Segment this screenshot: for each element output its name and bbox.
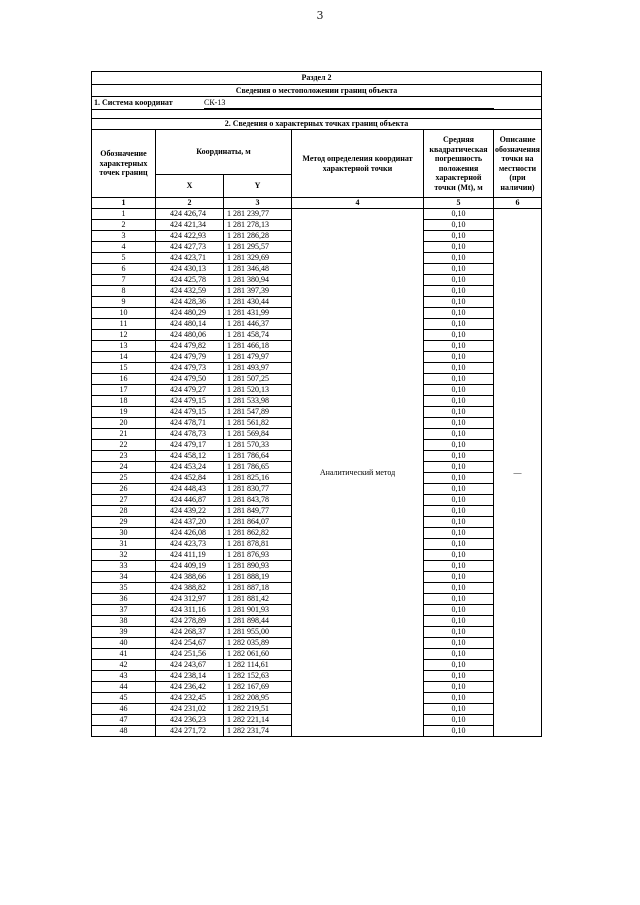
coord-y-value: 1 281 346,48 — [224, 264, 292, 275]
point-number: 19 — [92, 407, 156, 418]
accuracy-value: 0,10 — [424, 484, 494, 495]
accuracy-value: 0,10 — [424, 693, 494, 704]
coord-x-value: 424 411,19 — [156, 550, 224, 561]
coord-x-value: 424 238,14 — [156, 671, 224, 682]
coord-system-label: 1. Система координат — [94, 97, 173, 107]
point-number: 39 — [92, 627, 156, 638]
coord-x-value: 424 453,24 — [156, 462, 224, 473]
accuracy-value: 0,10 — [424, 231, 494, 242]
accuracy-value: 0,10 — [424, 407, 494, 418]
point-number: 30 — [92, 528, 156, 539]
accuracy-value: 0,10 — [424, 671, 494, 682]
accuracy-value: 0,10 — [424, 308, 494, 319]
col-number-1: 1 — [92, 198, 156, 209]
coord-y-value: 1 281 239,77 — [224, 209, 292, 220]
point-number: 23 — [92, 451, 156, 462]
accuracy-value: 0,10 — [424, 473, 494, 484]
coord-x-value: 424 439,22 — [156, 506, 224, 517]
coord-x-value: 424 231,02 — [156, 704, 224, 715]
coord-y-value: 1 281 887,18 — [224, 583, 292, 594]
coord-system-value: СК-13 — [204, 98, 494, 109]
accuracy-value: 0,10 — [424, 242, 494, 253]
col-method: Метод определения координат характерной точки — [292, 130, 424, 198]
coord-y-value: 1 282 114,61 — [224, 660, 292, 671]
col-number-2: 2 — [156, 198, 224, 209]
coord-x-value: 424 478,71 — [156, 418, 224, 429]
coord-y-value: 1 282 221,14 — [224, 715, 292, 726]
coord-y-value: 1 281 458,74 — [224, 330, 292, 341]
coord-x-value: 424 479,27 — [156, 385, 224, 396]
coord-x-value: 424 251,56 — [156, 649, 224, 660]
coord-y-value: 1 281 286,28 — [224, 231, 292, 242]
accuracy-value: 0,10 — [424, 429, 494, 440]
coord-y-value: 1 281 493,97 — [224, 363, 292, 374]
accuracy-value: 0,10 — [424, 704, 494, 715]
accuracy-value: 0,10 — [424, 374, 494, 385]
accuracy-value: 0,10 — [424, 583, 494, 594]
point-number: 32 — [92, 550, 156, 561]
col-x: X — [156, 175, 224, 198]
coord-x-value: 424 425,78 — [156, 275, 224, 286]
point-number: 10 — [92, 308, 156, 319]
coord-x-value: 424 422,93 — [156, 231, 224, 242]
coord-y-value: 1 281 329,69 — [224, 253, 292, 264]
accuracy-value: 0,10 — [424, 440, 494, 451]
accuracy-value: 0,10 — [424, 605, 494, 616]
coord-x-value: 424 479,73 — [156, 363, 224, 374]
col-number-3: 3 — [224, 198, 292, 209]
coord-x-value: 424 430,13 — [156, 264, 224, 275]
accuracy-value: 0,10 — [424, 660, 494, 671]
coord-y-value: 1 281 825,16 — [224, 473, 292, 484]
coord-x-value: 424 437,20 — [156, 517, 224, 528]
coord-x-value: 424 427,73 — [156, 242, 224, 253]
point-number: 37 — [92, 605, 156, 616]
point-number: 36 — [92, 594, 156, 605]
accuracy-value: 0,10 — [424, 275, 494, 286]
point-number: 6 — [92, 264, 156, 275]
col-coordinates: Координаты, м — [156, 130, 292, 175]
accuracy-value: 0,10 — [424, 616, 494, 627]
accuracy-value: 0,10 — [424, 264, 494, 275]
coord-x-value: 424 423,71 — [156, 253, 224, 264]
coord-y-value: 1 281 843,78 — [224, 495, 292, 506]
col-y: Y — [224, 175, 292, 198]
coord-y-value: 1 281 881,42 — [224, 594, 292, 605]
coord-y-value: 1 281 955,00 — [224, 627, 292, 638]
point-number: 3 — [92, 231, 156, 242]
accuracy-value: 0,10 — [424, 528, 494, 539]
point-number: 20 — [92, 418, 156, 429]
point-number: 42 — [92, 660, 156, 671]
point-number: 40 — [92, 638, 156, 649]
coord-x-value: 424 479,50 — [156, 374, 224, 385]
coord-x-value: 424 236,42 — [156, 682, 224, 693]
point-number: 2 — [92, 220, 156, 231]
coord-x-value: 424 236,23 — [156, 715, 224, 726]
coord-y-value: 1 281 466,18 — [224, 341, 292, 352]
section-title: Раздел 2 — [92, 72, 542, 85]
point-number: 15 — [92, 363, 156, 374]
point-number: 22 — [92, 440, 156, 451]
point-number: 9 — [92, 297, 156, 308]
accuracy-value: 0,10 — [424, 220, 494, 231]
point-number: 28 — [92, 506, 156, 517]
accuracy-value: 0,10 — [424, 495, 494, 506]
coord-x-value: 424 432,59 — [156, 286, 224, 297]
accuracy-value: 0,10 — [424, 286, 494, 297]
point-number: 46 — [92, 704, 156, 715]
coord-y-value: 1 281 849,77 — [224, 506, 292, 517]
coord-y-value: 1 281 786,64 — [224, 451, 292, 462]
coord-y-value: 1 281 533,98 — [224, 396, 292, 407]
point-number: 18 — [92, 396, 156, 407]
coord-x-value: 424 278,89 — [156, 616, 224, 627]
point-number: 43 — [92, 671, 156, 682]
point-number: 7 — [92, 275, 156, 286]
coord-y-value: 1 281 878,81 — [224, 539, 292, 550]
coord-y-value: 1 282 167,69 — [224, 682, 292, 693]
spacer-row — [92, 110, 542, 119]
coord-x-value: 424 232,45 — [156, 693, 224, 704]
accuracy-value: 0,10 — [424, 638, 494, 649]
coord-y-value: 1 281 547,89 — [224, 407, 292, 418]
accuracy-value: 0,10 — [424, 715, 494, 726]
coord-x-value: 424 268,37 — [156, 627, 224, 638]
accuracy-value: 0,10 — [424, 209, 494, 220]
coord-y-value: 1 282 061,60 — [224, 649, 292, 660]
coord-x-value: 424 479,15 — [156, 407, 224, 418]
coord-y-value: 1 281 901,93 — [224, 605, 292, 616]
col-number-6: 6 — [494, 198, 542, 209]
coord-y-value: 1 281 295,57 — [224, 242, 292, 253]
point-number: 47 — [92, 715, 156, 726]
col-designation: Обозначение характерных точек границ — [92, 130, 156, 198]
accuracy-value: 0,10 — [424, 385, 494, 396]
point-number: 33 — [92, 561, 156, 572]
coord-x-value: 424 312,97 — [156, 594, 224, 605]
coord-y-value: 1 282 208,95 — [224, 693, 292, 704]
point-number: 17 — [92, 385, 156, 396]
accuracy-value: 0,10 — [424, 363, 494, 374]
point-number: 26 — [92, 484, 156, 495]
coord-y-value: 1 281 397,39 — [224, 286, 292, 297]
col-accuracy: Средняя квадратическая погрешность положения характерной точки (Mt), м — [424, 130, 494, 198]
coord-y-value: 1 282 152,63 — [224, 671, 292, 682]
point-number: 27 — [92, 495, 156, 506]
coord-x-value: 424 479,82 — [156, 341, 224, 352]
point-number: 44 — [92, 682, 156, 693]
accuracy-value: 0,10 — [424, 297, 494, 308]
accuracy-value: 0,10 — [424, 517, 494, 528]
point-number: 48 — [92, 726, 156, 737]
coord-x-value: 424 271,72 — [156, 726, 224, 737]
description-value: — — [494, 209, 542, 737]
coord-x-value: 424 311,16 — [156, 605, 224, 616]
accuracy-value: 0,10 — [424, 319, 494, 330]
accuracy-value: 0,10 — [424, 330, 494, 341]
location-heading: Сведения о местоположении границ объекта — [92, 85, 542, 97]
point-number: 45 — [92, 693, 156, 704]
method-value: Аналитический метод — [292, 209, 424, 737]
coord-x-value: 424 426,08 — [156, 528, 224, 539]
accuracy-value: 0,10 — [424, 341, 494, 352]
accuracy-value: 0,10 — [424, 352, 494, 363]
coord-x-value: 424 426,74 — [156, 209, 224, 220]
accuracy-value: 0,10 — [424, 572, 494, 583]
page-number: 3 — [316, 9, 324, 22]
coord-y-value: 1 281 561,82 — [224, 418, 292, 429]
coord-x-value: 424 421,34 — [156, 220, 224, 231]
point-number: 8 — [92, 286, 156, 297]
coord-y-value: 1 281 278,13 — [224, 220, 292, 231]
point-number: 31 — [92, 539, 156, 550]
coord-x-value: 424 480,06 — [156, 330, 224, 341]
point-number: 12 — [92, 330, 156, 341]
coord-y-value: 1 281 830,77 — [224, 484, 292, 495]
point-number: 16 — [92, 374, 156, 385]
coord-y-value: 1 281 862,82 — [224, 528, 292, 539]
point-number: 25 — [92, 473, 156, 484]
coord-y-value: 1 281 380,94 — [224, 275, 292, 286]
coord-y-value: 1 281 507,25 — [224, 374, 292, 385]
accuracy-value: 0,10 — [424, 396, 494, 407]
col-number-4: 4 — [292, 198, 424, 209]
accuracy-value: 0,10 — [424, 594, 494, 605]
accuracy-value: 0,10 — [424, 418, 494, 429]
coord-x-value: 424 480,14 — [156, 319, 224, 330]
accuracy-value: 0,10 — [424, 253, 494, 264]
coord-x-value: 424 479,17 — [156, 440, 224, 451]
coord-x-value: 424 480,29 — [156, 308, 224, 319]
col-description: Описание обозначения точки на местности (при наличии) — [494, 130, 542, 198]
coord-y-value: 1 281 888,19 — [224, 572, 292, 583]
coord-y-value: 1 281 786,65 — [224, 462, 292, 473]
point-number: 21 — [92, 429, 156, 440]
coord-x-value: 424 409,19 — [156, 561, 224, 572]
coord-y-value: 1 281 898,44 — [224, 616, 292, 627]
coord-x-value: 424 458,12 — [156, 451, 224, 462]
coord-x-value: 424 452,84 — [156, 473, 224, 484]
coord-y-value: 1 281 890,93 — [224, 561, 292, 572]
col-number-5: 5 — [424, 198, 494, 209]
accuracy-value: 0,10 — [424, 451, 494, 462]
coord-y-value: 1 281 479,97 — [224, 352, 292, 363]
point-number: 5 — [92, 253, 156, 264]
coord-y-value: 1 281 570,33 — [224, 440, 292, 451]
coord-y-value: 1 281 431,99 — [224, 308, 292, 319]
accuracy-value: 0,10 — [424, 649, 494, 660]
point-number: 4 — [92, 242, 156, 253]
accuracy-value: 0,10 — [424, 726, 494, 737]
coord-x-value: 424 254,67 — [156, 638, 224, 649]
coord-y-value: 1 281 430,44 — [224, 297, 292, 308]
coord-y-value: 1 281 569,84 — [224, 429, 292, 440]
coord-y-value: 1 281 864,07 — [224, 517, 292, 528]
accuracy-value: 0,10 — [424, 462, 494, 473]
point-number: 29 — [92, 517, 156, 528]
coord-y-value: 1 281 520,13 — [224, 385, 292, 396]
point-number: 24 — [92, 462, 156, 473]
coord-x-value: 424 388,66 — [156, 572, 224, 583]
point-number: 41 — [92, 649, 156, 660]
coord-y-value: 1 282 231,74 — [224, 726, 292, 737]
coord-x-value: 424 428,36 — [156, 297, 224, 308]
coord-x-value: 424 448,43 — [156, 484, 224, 495]
points-heading: 2. Сведения о характерных точках границ объекта — [92, 119, 542, 130]
coord-x-value: 424 388,82 — [156, 583, 224, 594]
coord-system-row — [92, 97, 542, 110]
point-number: 35 — [92, 583, 156, 594]
boundary-points-table — [91, 71, 542, 737]
coord-y-value: 1 281 876,93 — [224, 550, 292, 561]
point-number: 13 — [92, 341, 156, 352]
coord-x-value: 424 478,73 — [156, 429, 224, 440]
coord-y-value: 1 281 446,37 — [224, 319, 292, 330]
point-number: 1 — [92, 209, 156, 220]
coord-x-value: 424 423,73 — [156, 539, 224, 550]
coord-x-value: 424 446,87 — [156, 495, 224, 506]
coord-x-value: 424 479,15 — [156, 396, 224, 407]
accuracy-value: 0,10 — [424, 561, 494, 572]
table-row — [92, 209, 542, 220]
accuracy-value: 0,10 — [424, 682, 494, 693]
accuracy-value: 0,10 — [424, 627, 494, 638]
coord-x-value: 424 243,67 — [156, 660, 224, 671]
accuracy-value: 0,10 — [424, 550, 494, 561]
point-number: 38 — [92, 616, 156, 627]
coord-y-value: 1 282 219,51 — [224, 704, 292, 715]
point-number: 34 — [92, 572, 156, 583]
accuracy-value: 0,10 — [424, 539, 494, 550]
point-number: 11 — [92, 319, 156, 330]
coord-y-value: 1 282 035,89 — [224, 638, 292, 649]
point-number: 14 — [92, 352, 156, 363]
coord-x-value: 424 479,79 — [156, 352, 224, 363]
accuracy-value: 0,10 — [424, 506, 494, 517]
